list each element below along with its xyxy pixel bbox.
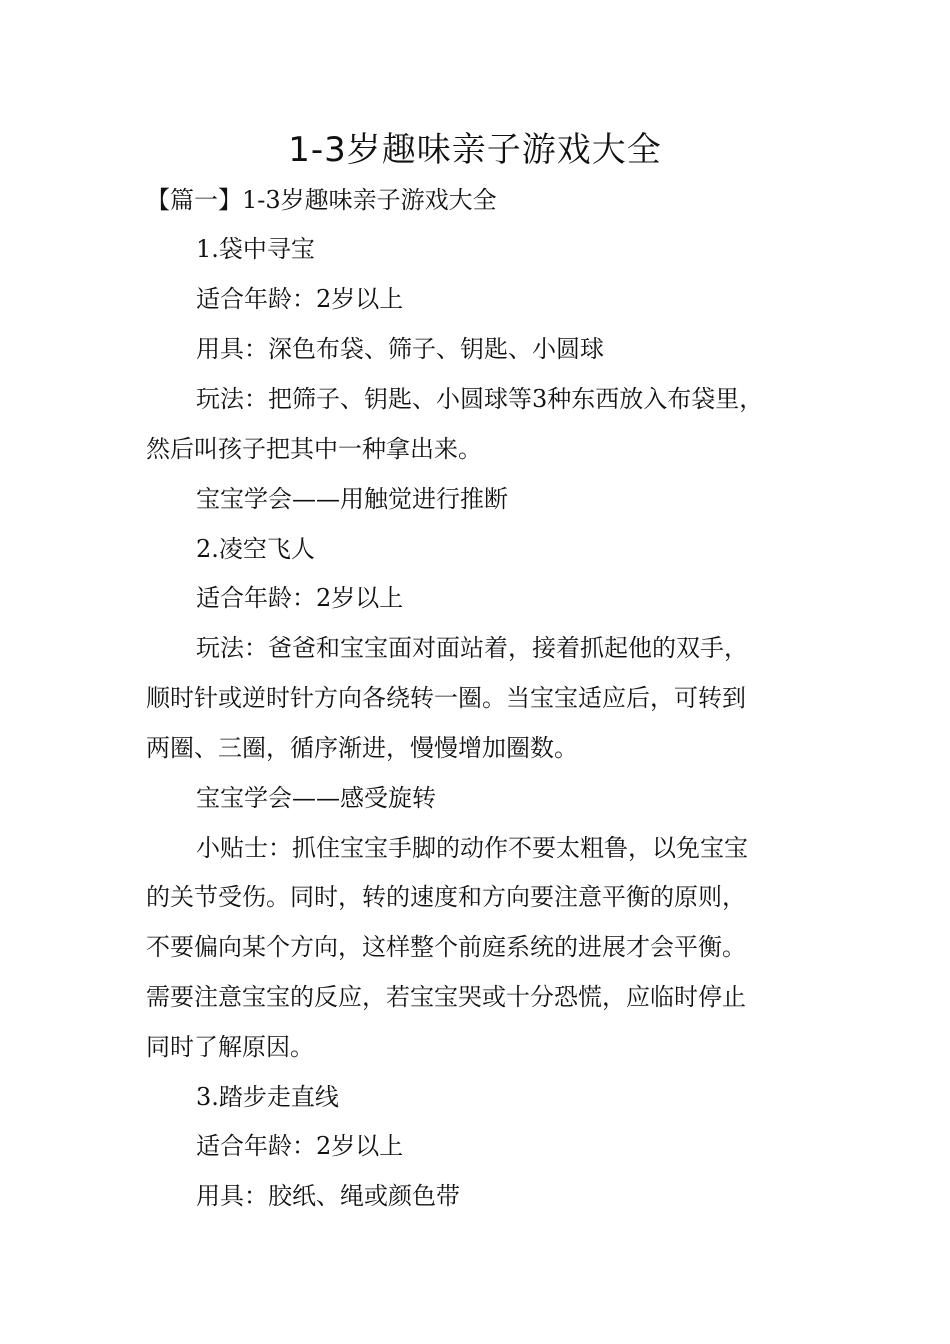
game-2-tip-line-1: 小贴士：抓住宝宝手脚的动作不要太粗鲁，以免宝宝 bbox=[196, 834, 748, 862]
game-2-name: 2.凌空飞人 bbox=[196, 535, 315, 563]
game-3-name: 3.踏步走直线 bbox=[196, 1083, 339, 1111]
game-1-play-line-1: 玩法：把筛子、钥匙、小圆球等3种东西放入布袋里， bbox=[196, 385, 764, 413]
game-3-tools: 用具：胶纸、绳或颜色带 bbox=[196, 1182, 460, 1210]
game-2-tip-line-4: 需要注意宝宝的反应，若宝宝哭或十分恐慌，应临时停止 bbox=[146, 983, 746, 1011]
game-3-age: 适合年龄：2岁以上 bbox=[196, 1132, 404, 1160]
section-heading: 【篇一】1-3岁趣味亲子游戏大全 bbox=[146, 186, 497, 214]
game-2-learn: 宝宝学会——感受旋转 bbox=[196, 784, 436, 812]
game-2-tip-line-2: 的关节受伤。同时，转的速度和方向要注意平衡的原则， bbox=[146, 883, 746, 911]
game-2-tip-line-5: 同时了解原因。 bbox=[146, 1033, 314, 1061]
game-1-age: 适合年龄：2岁以上 bbox=[196, 285, 404, 313]
game-2-age: 适合年龄：2岁以上 bbox=[196, 584, 404, 612]
game-2-play-line-1: 玩法：爸爸和宝宝面对面站着，接着抓起他的双手， bbox=[196, 634, 748, 662]
game-1-name: 1.袋中寻宝 bbox=[196, 235, 315, 263]
game-1-learn: 宝宝学会——用触觉进行推断 bbox=[196, 485, 508, 513]
game-2-tip-line-3: 不要偏向某个方向，这样整个前庭系统的进展才会平衡。 bbox=[146, 933, 746, 961]
game-2-play-line-2: 顺时针或逆时针方向各绕转一圈。当宝宝适应后，可转到 bbox=[146, 684, 746, 712]
game-1-play-line-2: 然后叫孩子把其中一种拿出来。 bbox=[146, 435, 482, 463]
document-title: 1-3岁趣味亲子游戏大全 bbox=[288, 130, 662, 170]
game-2-play-line-3: 两圈、三圈，循序渐进，慢慢增加圈数。 bbox=[146, 734, 578, 762]
game-1-tools: 用具：深色布袋、筛子、钥匙、小圆球 bbox=[196, 335, 604, 363]
